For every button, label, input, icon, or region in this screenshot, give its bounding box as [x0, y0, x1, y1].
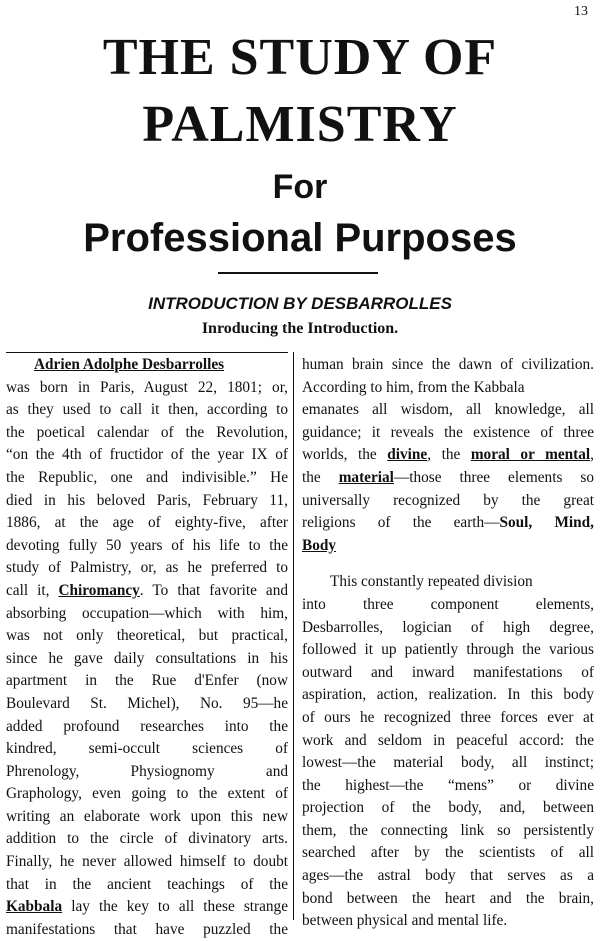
text-line [6, 896, 288, 919]
author-name: Adrien Adolphe Desbarrolles [34, 356, 225, 373]
text-span: . To that favorite and [139, 581, 288, 599]
subtitle-line-1: For [272, 168, 328, 206]
text-line: them, the connecting link so persistently [302, 821, 594, 839]
term-chiromancy: Chiromancy [58, 581, 140, 599]
text-line [302, 467, 594, 490]
text-line: searched after by the scientists of all [302, 844, 594, 862]
column-top-rule [6, 352, 288, 353]
title-divider [218, 272, 378, 274]
text-line: absorbing occupation—which with him, [6, 604, 288, 622]
text-line: guidance; it reveals the existence of three [302, 423, 594, 441]
term-moral-or-mental: moral or mental [470, 446, 591, 464]
text-line: ages—the astral body that serves as a [302, 867, 594, 885]
text-span: call it, [6, 581, 59, 599]
text-line: projection of the body, and, between [302, 799, 594, 817]
text-line: as they used to call it then, according to [6, 401, 288, 419]
text-line: followed it up patiently through the various [302, 641, 594, 659]
text-line: Graphology, even going to the extent of [6, 785, 288, 803]
text-line: the poetical calendar of the Revolution, [6, 423, 288, 441]
term-divine: divine [387, 446, 428, 464]
text-span: , [590, 446, 594, 464]
left-column [6, 354, 288, 941]
right-column [302, 354, 594, 933]
text-line: bond between the heart and the brain, [302, 889, 594, 907]
text-line: Boulevard St. Michel), No. 95—he [6, 694, 288, 712]
title-line-2: PALMISTRY [142, 96, 458, 153]
text-line: Desbarrolles, logician of high degree, [302, 618, 594, 636]
title-line-1: THE STUDY OF [102, 29, 498, 86]
text-line: human brain since the dawn of civilization. [302, 356, 594, 373]
page-number: 13 [574, 4, 588, 19]
term-material: material [338, 468, 394, 486]
paragraph-gap [302, 557, 594, 571]
text-line: kindred, semi-occult sciences of [6, 740, 288, 758]
text-line: into three component elements, [302, 595, 594, 613]
text-line: apartment in the Rue d'Enfer (now [6, 672, 288, 690]
text-line: the Republic, one and indivisible.” He [6, 468, 288, 486]
text-span: —those three elements so [393, 468, 594, 486]
text-line [6, 580, 288, 603]
text-line: aspiration, action, realization. In this body [302, 686, 594, 704]
text-line: that in the ancient teachings of the [6, 875, 288, 893]
term-body: Body [302, 536, 337, 554]
text-line: addition to the circle of divinatory arts. [6, 830, 288, 848]
text-line: lowest—the material body, all instinct; [302, 754, 594, 772]
text-line [302, 444, 594, 467]
text-line [302, 512, 594, 535]
introduction-heading: INTRODUCTION BY DESBARROLLES [148, 294, 452, 313]
text-line [6, 354, 288, 377]
text-line: emanates all wisdom, all knowledge, all [302, 401, 594, 419]
subtitle-line-2: Professional Purposes [83, 216, 517, 260]
text-line: universally recognized by the great [302, 491, 594, 509]
text-span: lay the key to all these strange [62, 898, 288, 916]
introduction-subheading: Inroducing the Introduction. [201, 320, 399, 337]
text-line: between physical and mental life. [302, 912, 508, 930]
text-line: since he gave daily consultations in his [6, 649, 288, 667]
text-line: manifestations that have puzzled the [6, 920, 288, 938]
text-span: worlds, the [302, 446, 388, 464]
term-kabbala: Kabbala [6, 898, 63, 916]
text-line: of ours he recognized three forces ever at [302, 708, 594, 726]
text-line: 1886, at the age of eighty-five, after [6, 514, 288, 532]
text-line: Finally, he never allowed himself to doubt [6, 853, 288, 871]
text-line: devoting fully 50 years of his life to the [6, 536, 288, 554]
text-line: writing an elaborate work upon this new [6, 807, 288, 825]
text-line: According to him, from the Kabbala [302, 378, 525, 396]
text-line: work and seldom in peaceful accord: the [302, 731, 594, 749]
text-line: This constantly repeated division [330, 573, 533, 591]
text-span: religions of the earth— [302, 514, 500, 532]
text-line: died in his beloved Paris, February 11, [6, 491, 288, 509]
text-line: was not only theoretical, but practical, [6, 627, 288, 645]
text-line: the highest—the “mens” or divine [302, 776, 594, 794]
text-line: added profound researches into the [6, 717, 288, 735]
text-line: was born in Paris, August 22, 1801; or, [6, 378, 288, 396]
text-line: “on the 4th of fructidor of the year IX of [6, 446, 288, 464]
text-line [302, 535, 594, 558]
text-line: outward and inward manifestations of [302, 663, 594, 681]
text-span: , the [427, 446, 471, 464]
column-divider [293, 352, 294, 920]
text-line: Phrenology, Physiognomy and [6, 762, 288, 780]
text-line: study of Palmistry, or, as he preferred to [6, 559, 288, 577]
term-soul-mind: Soul, Mind, [499, 514, 594, 532]
text-span: the [302, 468, 339, 486]
